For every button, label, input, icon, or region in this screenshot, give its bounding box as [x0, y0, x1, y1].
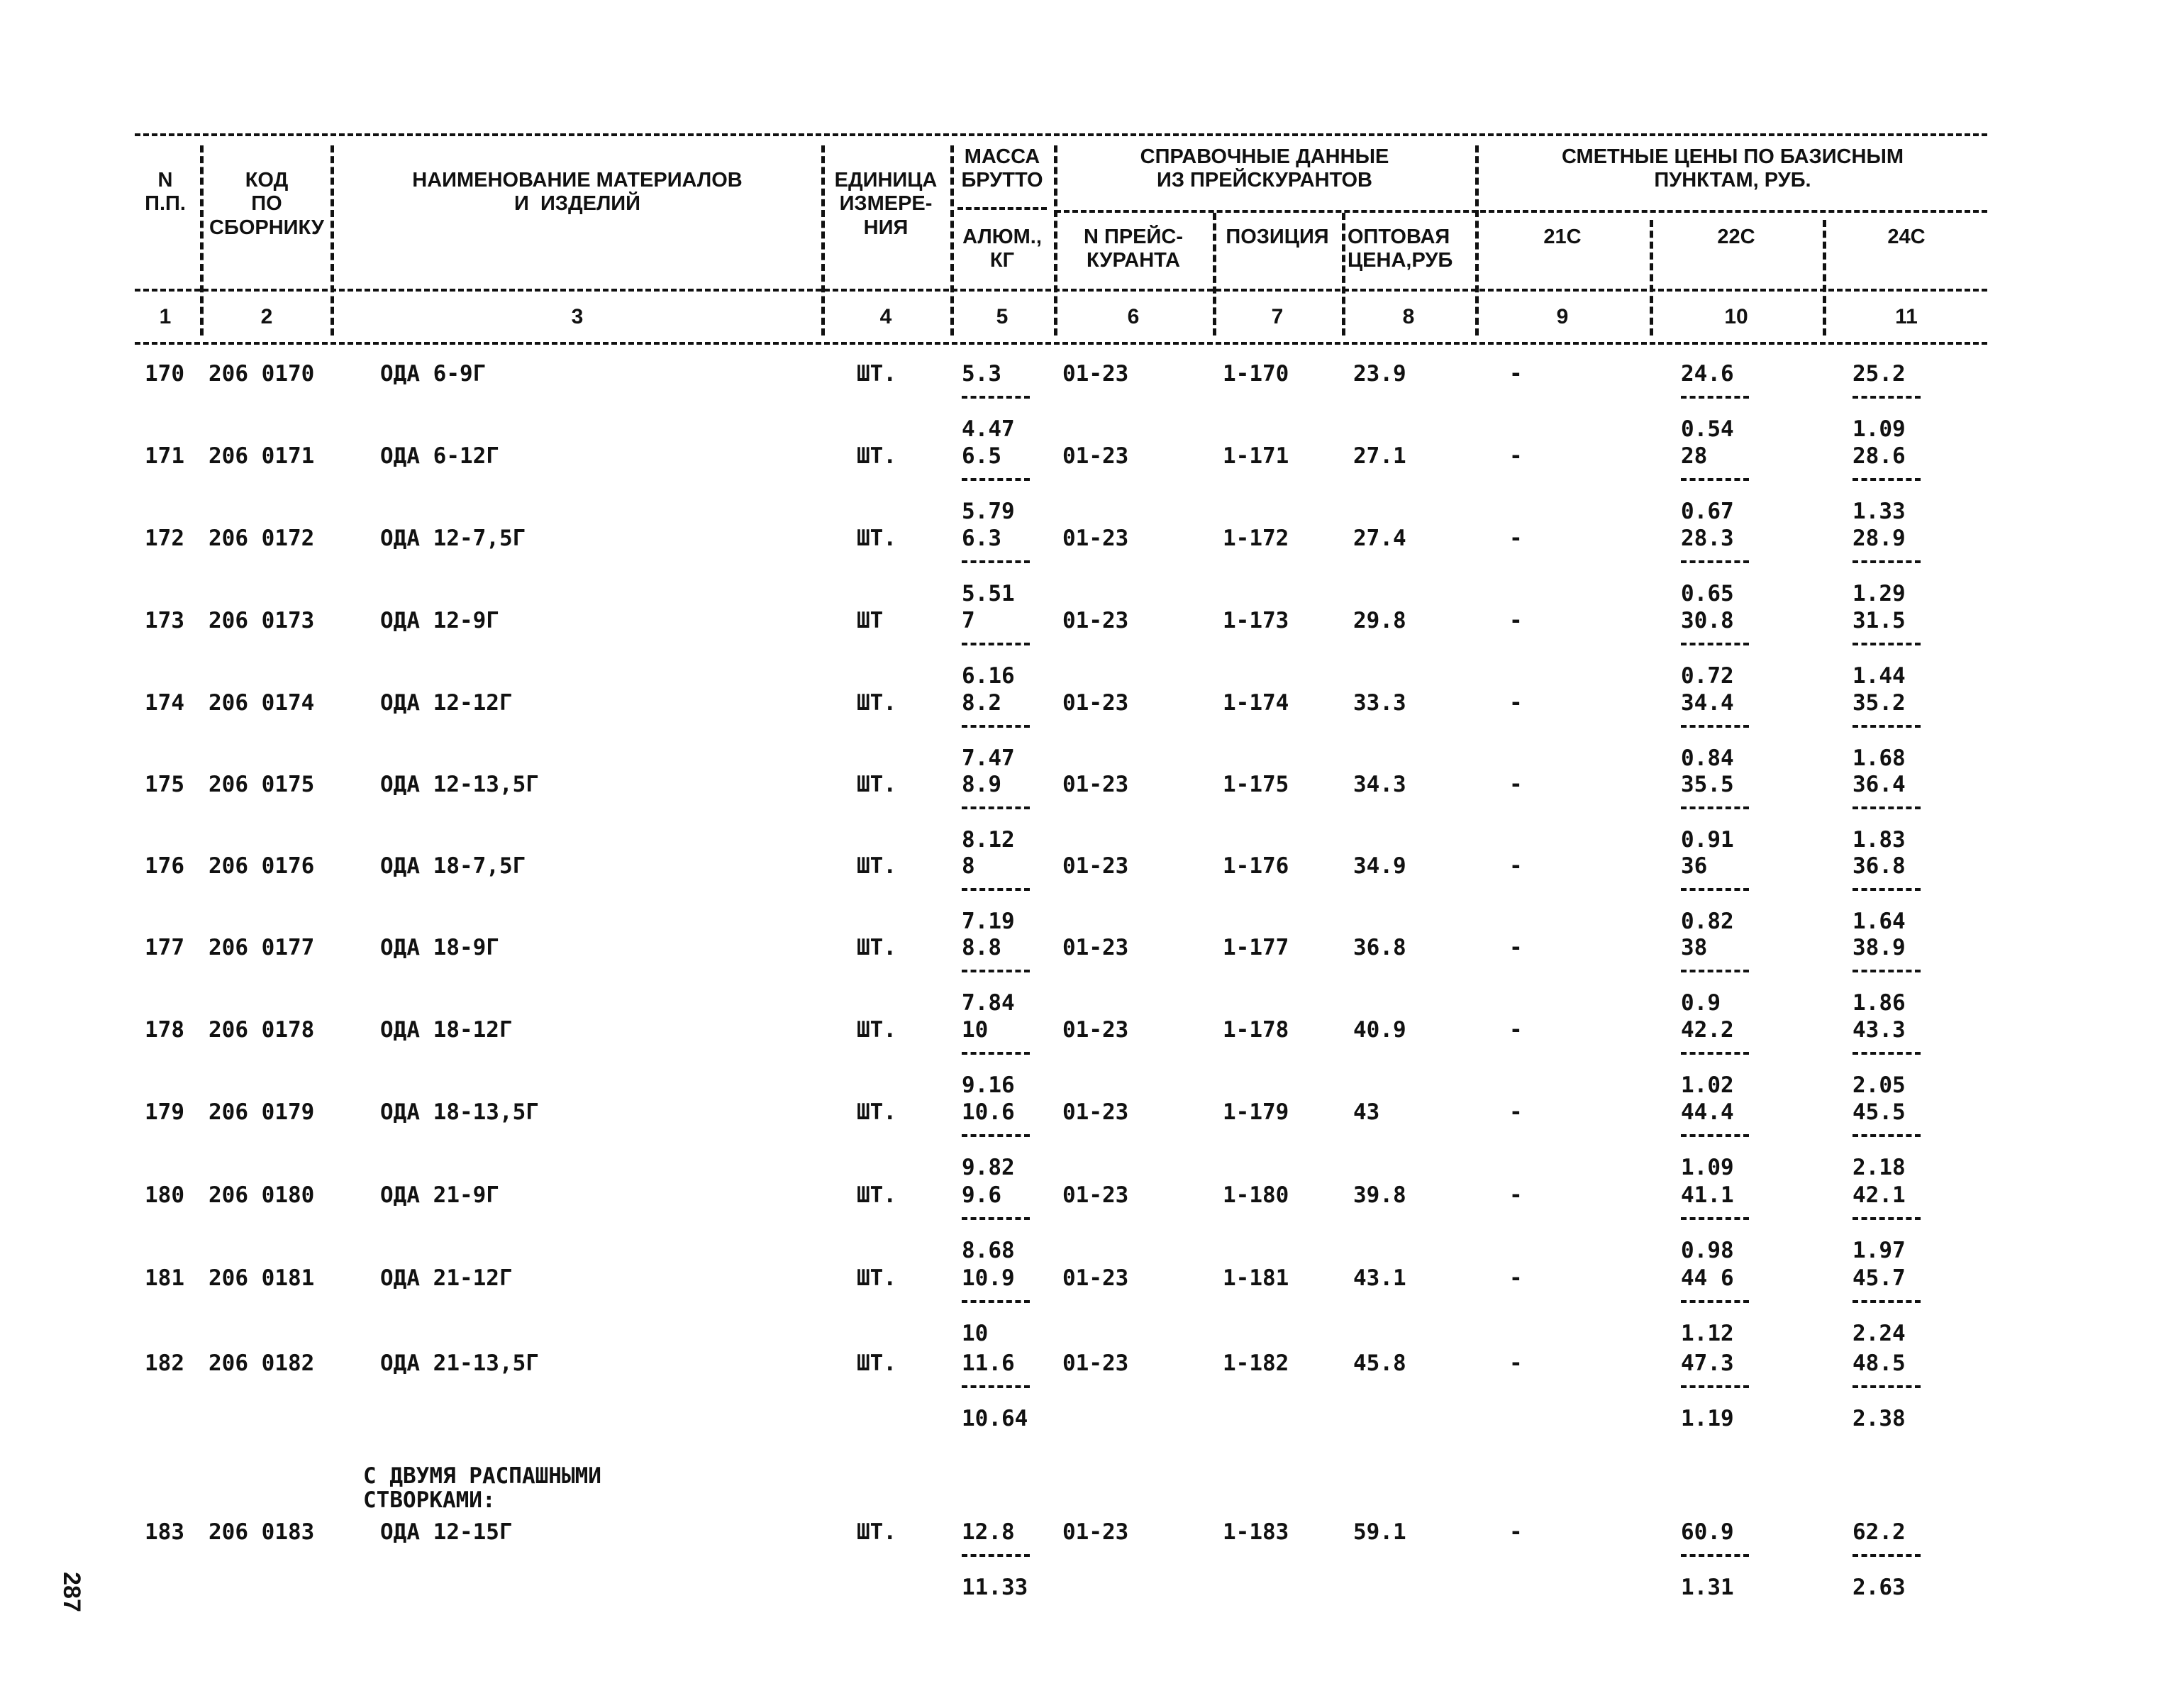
price-24c-secondary: 1.83 [1853, 827, 1906, 853]
price-24c: 45.7 [1853, 1265, 1906, 1291]
gross-mass: 9.6 [962, 1182, 1001, 1208]
material-name: ОДА 12-7,5Г [380, 526, 526, 551]
price-22c: 60.9 [1681, 1519, 1734, 1545]
price-24c: 48.5 [1853, 1351, 1906, 1376]
price-24c: 38.9 [1853, 935, 1906, 960]
price-21c: - [1509, 1351, 1523, 1376]
price-list-position: 1-170 [1223, 361, 1289, 387]
price-21c: - [1509, 935, 1523, 960]
fraction-rule [1853, 1052, 1921, 1055]
row-number: 171 [145, 443, 184, 469]
column-number: 5 [996, 305, 1009, 328]
price-22c: 41.1 [1681, 1182, 1734, 1208]
price-22c: 38 [1681, 935, 1708, 960]
price-24c: 25.2 [1853, 361, 1906, 387]
header-mass-rule [957, 207, 1047, 210]
material-name: ОДА 18-7,5Г [380, 853, 526, 879]
aluminium-mass: 6.16 [962, 663, 1015, 689]
price-21c: - [1509, 1017, 1523, 1043]
header-col-5-bottom: АЛЮМ., КГ [962, 226, 1042, 272]
aluminium-mass: 8.68 [962, 1238, 1015, 1263]
header-group-rule [1055, 210, 1987, 213]
unit-of-measure: ШТ. [857, 1099, 896, 1125]
price-22c-secondary: 0.54 [1681, 416, 1734, 442]
price-list-number: 01-23 [1062, 853, 1129, 879]
column-number: 2 [260, 305, 273, 328]
price-24c: 28.6 [1853, 443, 1906, 469]
price-list-number: 01-23 [1062, 526, 1129, 551]
price-22c-secondary: 1.19 [1681, 1406, 1734, 1431]
wholesale-price: 43 [1353, 1099, 1380, 1125]
price-24c: 35.2 [1853, 690, 1906, 716]
fraction-rule [1681, 725, 1749, 728]
header-col-7: ПОЗИЦИЯ [1226, 226, 1329, 248]
wholesale-price: 43.1 [1353, 1265, 1406, 1291]
price-24c-secondary: 1.09 [1853, 416, 1906, 442]
price-24c: 45.5 [1853, 1099, 1906, 1125]
material-name: ОДА 21-13,5Г [380, 1351, 539, 1376]
row-number: 182 [145, 1351, 184, 1376]
price-list-position: 1-171 [1223, 443, 1289, 469]
row-number: 173 [145, 608, 184, 633]
price-list-position: 1-175 [1223, 772, 1289, 797]
material-code: 206 0170 [209, 361, 315, 387]
header-col-10: 22С [1717, 226, 1755, 248]
price-list-number: 01-23 [1062, 935, 1129, 960]
material-code: 206 0171 [209, 443, 315, 469]
fraction-rule [1681, 806, 1749, 809]
gross-mass: 7 [962, 608, 975, 633]
price-24c: 31.5 [1853, 608, 1906, 633]
fraction-rule [1853, 1300, 1921, 1303]
wholesale-price: 45.8 [1353, 1351, 1406, 1376]
price-24c-secondary: 2.05 [1853, 1072, 1906, 1098]
unit-of-measure: ШТ. [857, 443, 896, 469]
price-22c-secondary: 1.31 [1681, 1575, 1734, 1600]
fraction-rule [962, 1554, 1030, 1557]
gross-mass: 6.3 [962, 526, 1001, 551]
price-list-number: 01-23 [1062, 1519, 1129, 1545]
price-list-position: 1-181 [1223, 1265, 1289, 1291]
unit-of-measure: ШТ. [857, 361, 896, 387]
wholesale-price: 39.8 [1353, 1182, 1406, 1208]
material-name: ОДА 21-9Г [380, 1182, 499, 1208]
price-21c: - [1509, 1519, 1523, 1545]
material-code: 206 0181 [209, 1265, 315, 1291]
price-22c-secondary: 0.91 [1681, 827, 1734, 853]
aluminium-mass: 5.79 [962, 499, 1015, 524]
material-code: 206 0177 [209, 935, 315, 960]
material-name: ОДА 18-12Г [380, 1017, 513, 1043]
price-22c: 28 [1681, 443, 1708, 469]
header-number-rule [135, 289, 1987, 292]
price-list-position: 1-173 [1223, 608, 1289, 633]
price-list-position: 1-179 [1223, 1099, 1289, 1125]
material-name: ОДА 12-9Г [380, 608, 499, 633]
row-number: 183 [145, 1519, 184, 1545]
material-code: 206 0174 [209, 690, 315, 716]
price-22c: 44 6 [1681, 1265, 1734, 1291]
unit-of-measure: ШТ. [857, 1351, 896, 1376]
price-22c-secondary: 0.98 [1681, 1238, 1734, 1263]
column-number: 1 [159, 305, 172, 328]
price-22c: 34.4 [1681, 690, 1734, 716]
row-number: 180 [145, 1182, 184, 1208]
price-21c: - [1509, 690, 1523, 716]
fraction-rule [1853, 725, 1921, 728]
header-col-9: 21С [1543, 226, 1582, 248]
unit-of-measure: ШТ. [857, 690, 896, 716]
wholesale-price: 34.3 [1353, 772, 1406, 797]
price-list-number: 01-23 [1062, 772, 1129, 797]
wholesale-price: 27.4 [1353, 526, 1406, 551]
header-top-rule [135, 133, 1987, 136]
fraction-rule [1681, 1217, 1749, 1220]
price-list-number: 01-23 [1062, 1265, 1129, 1291]
fraction-rule [1681, 1134, 1749, 1137]
fraction-rule [962, 725, 1030, 728]
wholesale-price: 40.9 [1353, 1017, 1406, 1043]
gross-mass: 8.2 [962, 690, 1001, 716]
price-22c-secondary: 0.65 [1681, 581, 1734, 606]
fraction-rule [1681, 970, 1749, 972]
wholesale-price: 59.1 [1353, 1519, 1406, 1545]
aluminium-mass: 10 [962, 1321, 989, 1346]
price-list-number: 01-23 [1062, 361, 1129, 387]
price-21c: - [1509, 443, 1523, 469]
material-name: ОДА 12-12Г [380, 690, 513, 716]
header-group-reference: СПРАВОЧНЫЕ ДАННЫЕ ИЗ ПРЕЙСКУРАНТОВ [1140, 145, 1389, 192]
column-number: 4 [879, 305, 892, 328]
price-22c: 35.5 [1681, 772, 1734, 797]
gross-mass: 12.8 [962, 1519, 1015, 1545]
aluminium-mass: 7.19 [962, 909, 1015, 934]
price-22c-secondary: 0.67 [1681, 499, 1734, 524]
aluminium-mass: 10.64 [962, 1406, 1028, 1431]
price-list-position: 1-180 [1223, 1182, 1289, 1208]
header-divider [330, 145, 334, 336]
header-col-3: НАИМЕНОВАНИЕ МАТЕРИАЛОВ И ИЗДЕЛИЙ [412, 169, 743, 216]
material-code: 206 0182 [209, 1351, 315, 1376]
price-list-number: 01-23 [1062, 690, 1129, 716]
fraction-rule [1853, 1134, 1921, 1137]
column-number: 6 [1127, 305, 1140, 328]
header-col-4: ЕДИНИЦА ИЗМЕРЕ- НИЯ [834, 169, 938, 239]
material-code: 206 0173 [209, 608, 315, 633]
price-21c: - [1509, 361, 1523, 387]
row-number: 177 [145, 935, 184, 960]
fraction-rule [1681, 1554, 1749, 1557]
unit-of-measure: ШТ. [857, 853, 896, 879]
price-24c: 62.2 [1853, 1519, 1906, 1545]
fraction-rule [1853, 1554, 1921, 1557]
fraction-rule [1853, 560, 1921, 563]
price-21c: - [1509, 853, 1523, 879]
fraction-rule [962, 1134, 1030, 1137]
column-number: 11 [1895, 305, 1918, 328]
price-21c: - [1509, 1265, 1523, 1291]
price-24c-secondary: 1.68 [1853, 745, 1906, 771]
header-col-5-top: МАССА БРУТТО [961, 145, 1043, 192]
aluminium-mass: 7.84 [962, 990, 1015, 1016]
row-number: 181 [145, 1265, 184, 1291]
material-code: 206 0175 [209, 772, 315, 797]
material-name: ОДА 12-13,5Г [380, 772, 539, 797]
fraction-rule [1681, 1052, 1749, 1055]
gross-mass: 6.5 [962, 443, 1001, 469]
aluminium-mass: 5.51 [962, 581, 1015, 606]
fraction-rule [1681, 888, 1749, 891]
price-22c: 44.4 [1681, 1099, 1734, 1125]
gross-mass: 8.9 [962, 772, 1001, 797]
fraction-rule [1853, 970, 1921, 972]
header-col-2: КОД ПО СБОРНИКУ [209, 169, 324, 239]
price-22c-secondary: 1.12 [1681, 1321, 1734, 1346]
price-24c-secondary: 2.38 [1853, 1406, 1906, 1431]
wholesale-price: 34.9 [1353, 853, 1406, 879]
material-name: ОДА 18-9Г [380, 935, 499, 960]
fraction-rule [962, 1385, 1030, 1388]
price-22c-secondary: 1.09 [1681, 1155, 1734, 1180]
fraction-rule [962, 560, 1030, 563]
fraction-rule [1853, 643, 1921, 645]
price-22c: 42.2 [1681, 1017, 1734, 1043]
fraction-rule [962, 888, 1030, 891]
price-22c: 30.8 [1681, 608, 1734, 633]
fraction-rule [962, 478, 1030, 481]
price-list-number: 01-23 [1062, 608, 1129, 633]
price-24c-secondary: 2.24 [1853, 1321, 1906, 1346]
unit-of-measure: ШТ. [857, 1182, 896, 1208]
price-24c-secondary: 1.97 [1853, 1238, 1906, 1263]
price-22c: 24.6 [1681, 361, 1734, 387]
wholesale-price: 36.8 [1353, 935, 1406, 960]
material-code: 206 0183 [209, 1519, 315, 1545]
aluminium-mass: 9.82 [962, 1155, 1015, 1180]
gross-mass: 8.8 [962, 935, 1001, 960]
fraction-rule [962, 1300, 1030, 1303]
price-list-number: 01-23 [1062, 443, 1129, 469]
fraction-rule [962, 970, 1030, 972]
price-24c: 28.9 [1853, 526, 1906, 551]
price-24c-secondary: 1.33 [1853, 499, 1906, 524]
fraction-rule [1681, 560, 1749, 563]
unit-of-measure: ШТ. [857, 772, 896, 797]
material-code: 206 0172 [209, 526, 315, 551]
price-22c-secondary: 0.72 [1681, 663, 1734, 689]
fraction-rule [1681, 396, 1749, 399]
fraction-rule [962, 643, 1030, 645]
price-24c-secondary: 2.18 [1853, 1155, 1906, 1180]
fraction-rule [1681, 478, 1749, 481]
unit-of-measure: ШТ. [857, 1519, 896, 1545]
price-list-position: 1-174 [1223, 690, 1289, 716]
material-name: ОДА 21-12Г [380, 1265, 513, 1291]
price-21c: - [1509, 526, 1523, 551]
material-code: 206 0176 [209, 853, 315, 879]
price-24c-secondary: 1.29 [1853, 581, 1906, 606]
gross-mass: 5.3 [962, 361, 1001, 387]
material-name: ОДА 12-15Г [380, 1519, 513, 1545]
fraction-rule [962, 396, 1030, 399]
price-list-position: 1-177 [1223, 935, 1289, 960]
aluminium-mass: 11.33 [962, 1575, 1028, 1600]
price-24c: 43.3 [1853, 1017, 1906, 1043]
header-col-11: 24С [1887, 226, 1926, 248]
row-number: 178 [145, 1017, 184, 1043]
column-number: 9 [1556, 305, 1569, 328]
price-22c: 36 [1681, 853, 1708, 879]
aluminium-mass: 4.47 [962, 416, 1015, 442]
price-list-position: 1-178 [1223, 1017, 1289, 1043]
gross-mass: 10.6 [962, 1099, 1015, 1125]
unit-of-measure: ШТ. [857, 1017, 896, 1043]
unit-of-measure: ШТ. [857, 935, 896, 960]
aluminium-mass: 8.12 [962, 827, 1015, 853]
material-name: ОДА 6-9Г [380, 361, 487, 387]
aluminium-mass: 9.16 [962, 1072, 1015, 1098]
price-22c-secondary: 0.84 [1681, 745, 1734, 771]
wholesale-price: 27.1 [1353, 443, 1406, 469]
row-number: 176 [145, 853, 184, 879]
aluminium-mass: 7.47 [962, 745, 1015, 771]
fraction-rule [1853, 806, 1921, 809]
gross-mass: 8 [962, 853, 975, 879]
side-page-number: 287 [57, 1572, 85, 1612]
price-22c: 47.3 [1681, 1351, 1734, 1376]
fraction-rule [1681, 643, 1749, 645]
price-22c: 28.3 [1681, 526, 1734, 551]
unit-of-measure: ШТ. [857, 1265, 896, 1291]
price-24c-secondary: 1.86 [1853, 990, 1906, 1016]
price-21c: - [1509, 772, 1523, 797]
column-number: 10 [1724, 305, 1748, 328]
price-21c: - [1509, 608, 1523, 633]
row-number: 170 [145, 361, 184, 387]
row-number: 174 [145, 690, 184, 716]
price-list-position: 1-172 [1223, 526, 1289, 551]
price-24c-secondary: 1.64 [1853, 909, 1906, 934]
header-group-prices: СМЕТНЫЕ ЦЕНЫ ПО БАЗИСНЫМ ПУНКТАМ, РУБ. [1561, 145, 1904, 192]
price-22c-secondary: 0.82 [1681, 909, 1734, 934]
column-number: 8 [1402, 305, 1415, 328]
row-number: 179 [145, 1099, 184, 1125]
unit-of-measure: ШТ. [857, 526, 896, 551]
fraction-rule [1853, 478, 1921, 481]
material-code: 206 0179 [209, 1099, 315, 1125]
material-name: ОДА 18-13,5Г [380, 1099, 539, 1125]
gross-mass: 10.9 [962, 1265, 1015, 1291]
header-divider [200, 145, 204, 336]
price-24c-secondary: 2.63 [1853, 1575, 1906, 1600]
wholesale-price: 23.9 [1353, 361, 1406, 387]
header-col-6: N ПРЕЙС- КУРАНТА [1084, 226, 1183, 272]
wholesale-price: 33.3 [1353, 690, 1406, 716]
wholesale-price: 29.8 [1353, 608, 1406, 633]
price-21c: - [1509, 1182, 1523, 1208]
unit-of-measure: ШТ [857, 608, 884, 633]
column-number: 3 [571, 305, 584, 328]
price-24c: 36.4 [1853, 772, 1906, 797]
header-bottom-rule [135, 342, 1987, 345]
price-22c-secondary: 0.9 [1681, 990, 1721, 1016]
fraction-rule [1853, 1385, 1921, 1388]
price-24c: 42.1 [1853, 1182, 1906, 1208]
fraction-rule [962, 1052, 1030, 1055]
fraction-rule [1681, 1300, 1749, 1303]
fraction-rule [1853, 1217, 1921, 1220]
header-col-1: N П.П. [145, 169, 186, 216]
price-22c-secondary: 1.02 [1681, 1072, 1734, 1098]
material-code: 206 0178 [209, 1017, 315, 1043]
price-21c: - [1509, 1099, 1523, 1125]
price-list-number: 01-23 [1062, 1099, 1129, 1125]
price-list-number: 01-23 [1062, 1182, 1129, 1208]
fraction-rule [1681, 1385, 1749, 1388]
price-list-position: 1-183 [1223, 1519, 1289, 1545]
material-name: ОДА 6-12Г [380, 443, 499, 469]
gross-mass: 11.6 [962, 1351, 1015, 1376]
price-list-number: 01-23 [1062, 1017, 1129, 1043]
row-number: 172 [145, 526, 184, 551]
material-code: 206 0180 [209, 1182, 315, 1208]
fraction-rule [1853, 888, 1921, 891]
price-list-position: 1-182 [1223, 1351, 1289, 1376]
column-number: 7 [1271, 305, 1284, 328]
price-24c-secondary: 1.44 [1853, 663, 1906, 689]
price-list-number: 01-23 [1062, 1351, 1129, 1376]
header-col-8: ОПТОВАЯ ЦЕНА,РУБ [1348, 226, 1453, 272]
price-24c: 36.8 [1853, 853, 1906, 879]
price-list-position: 1-176 [1223, 853, 1289, 879]
fraction-rule [962, 806, 1030, 809]
row-number: 175 [145, 772, 184, 797]
fraction-rule [962, 1217, 1030, 1220]
section-caption: С ДВУМЯ РАСПАШНЫМИ СТВОРКАМИ: [363, 1463, 601, 1514]
fraction-rule [1853, 396, 1921, 399]
gross-mass: 10 [962, 1017, 989, 1043]
